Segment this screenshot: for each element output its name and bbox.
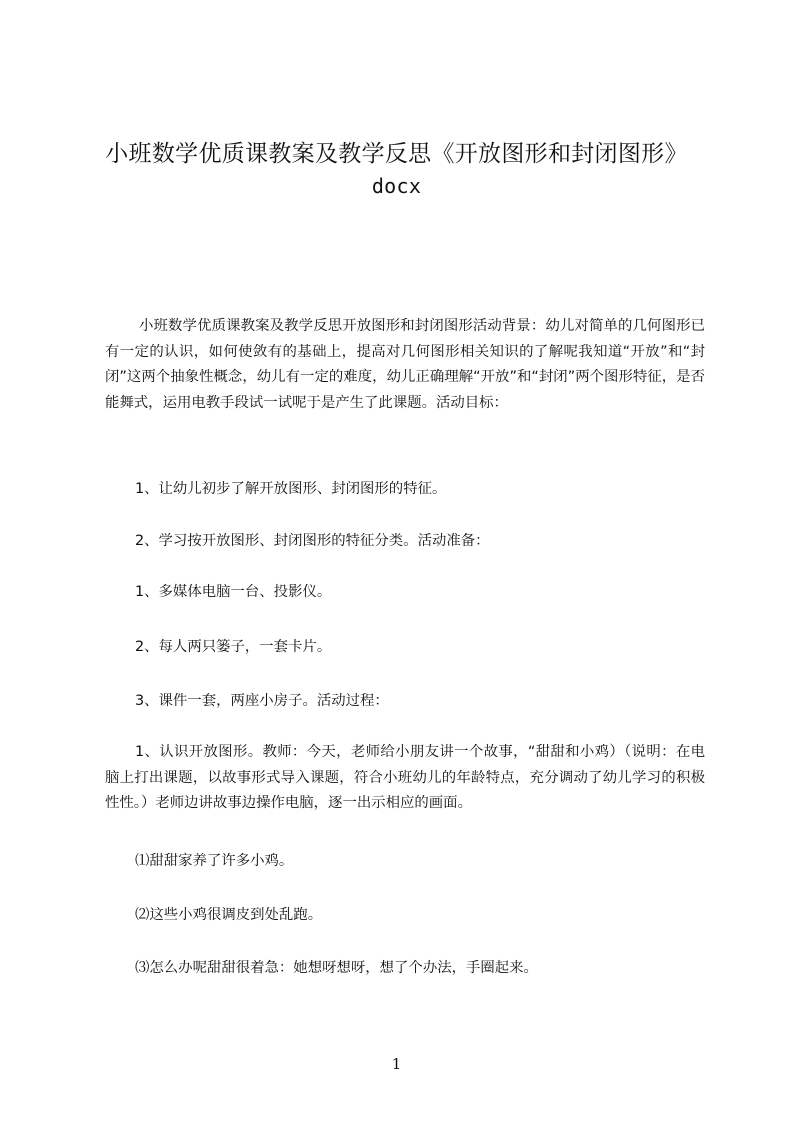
prep-item-3: 3、课件一套，两座小房子。活动过程： [135,693,389,709]
prep-item-2: 2、每人两只篓子，一套卡片。 [135,639,332,655]
prep-item-1: 1、多媒体电脑一台、投影仪。 [135,584,332,600]
goal-item-2: 2、学习按开放图形、封闭图形的特征分类。活动准备： [135,533,490,549]
page-number: 1 [391,1055,402,1073]
title-text: 小班数学优质课教案及教学反思《开放图形和封闭图形》 [105,141,688,167]
story-step-1: ⑴甜甜家养了许多小鸡。 [135,853,294,869]
goal-item-1: 1、让幼儿初步了解开放图形、封闭图形的特征。 [135,481,447,497]
title-format-label: docx [371,174,422,198]
story-step-3: ⑶怎么办呢甜甜很着急：她想呀想呀，想了个办法，手圈起来。 [135,960,538,976]
intro-paragraph: 小班数学优质课教案及教学反思开放图形和封闭图形活动背景：幼儿对简单的几何图形已有一定的认识，如何使敛有的基础上，提高对几何图形相关知识的了解呢我知道“开放”和“封闭”这两个抽象性概念，幼儿有一定的难度，幼儿正确理解“开放”和“封闭”两个图形特征，是否能舞式，运用电教手段试一试呢于是产生了此课题。活动目标： [105,318,705,411]
story-step-2: ⑵这些小鸡很调皮到处乱跑。 [135,907,323,923]
process-paragraph-1: 1、认识开放图形。教师：今天，老师给小朋友讲一个故事，“甜甜和小鸡）（说明：在电脑上打出课题，以故事形式导入课题，符合小班幼儿的年龄特点，充分调动了幼儿学习的积极性性。）老师边讲故事边操作电脑，逐一出示相应的画面。 [105,744,705,812]
document-title [60,137,733,200]
